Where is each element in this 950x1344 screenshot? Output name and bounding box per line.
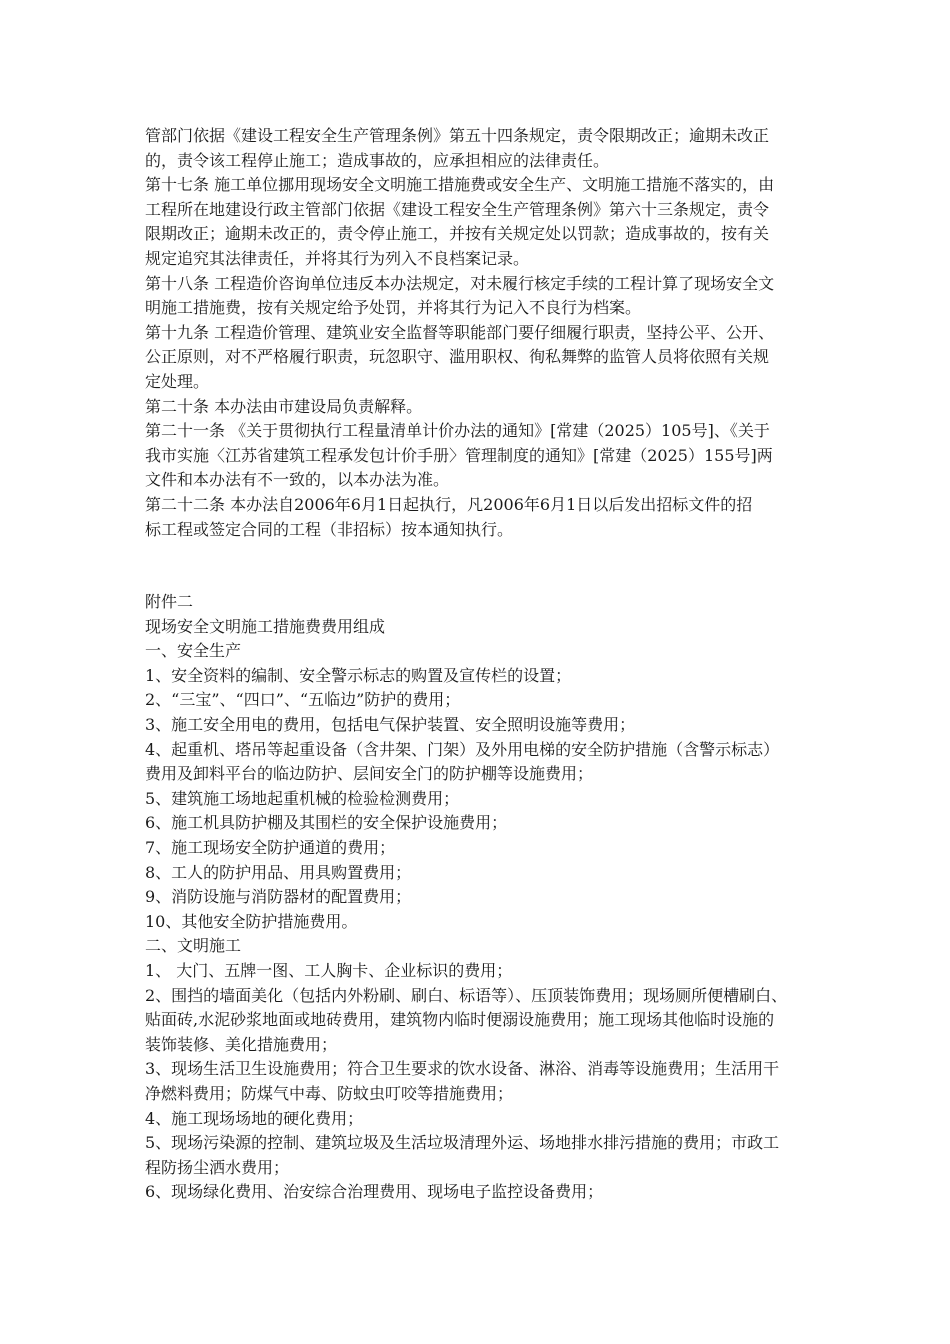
article-text-line: 工程所在地建设行政主管部门依据《建设工程安全生产管理条例》第六十三条规定，责令 [145, 199, 770, 219]
article-text-line: 限期改正；逾期未改正的，责令停止施工，并按有关规定处以罚款；造成事故的，按有关 [145, 224, 770, 244]
annex-text-line: 6、现场绿化费用、治安综合治理费用、现场电子监控设备费用； [145, 1182, 604, 1202]
article-text-line: 第二十二条 本办法自2006年6月1日起执行，凡2006年6月1日以后发出招标文件的招 [145, 494, 753, 514]
annex-text-line: 贴面砖,水泥砂浆地面或地砖费用，建筑物内临时便溺设施费用；施工现场其他临时设施的 [145, 1010, 775, 1030]
article-text-line: 第二十一条 《关于贯彻执行工程量清单计价办法的通知》[常建（2025）105号]、《关于 [145, 421, 770, 441]
article-text-line: 公正原则，对不严格履行职责，玩忽职守、滥用职权、徇私舞弊的监管人员将依照有关规 [145, 347, 770, 367]
article-text-line: 标工程或签定合同的工程（非招标）按本通知执行。 [145, 519, 514, 539]
annex-text-line: 现场安全文明施工措施费费用组成 [145, 616, 386, 636]
annex-text-line: 2、“三宝”、“四口”、“五临边”防护的费用； [145, 690, 461, 710]
annex-text-line: 6、施工机具防护棚及其围栏的安全保护设施费用； [145, 813, 508, 833]
annex-text-line: 装饰装修、美化措施费用； [145, 1034, 338, 1054]
annex-text-line: 8、工人的防护用品、用具购置费用； [145, 862, 412, 882]
annex-text-line: 4、起重机、塔吊等起重设备（含井架、门架）及外用电梯的安全防护措施（含警示标志） [145, 739, 780, 759]
annex-text-line: 5、建筑施工场地起重机械的检验检测费用； [145, 788, 460, 808]
article-text-line: 明施工措施费，按有关规定给予处罚，并将其行为记入不良行为档案。 [145, 298, 642, 318]
article-text-line: 第二十条 本办法由市建设局负责解释。 [145, 396, 423, 416]
annex-text-line: 一、安全生产 [145, 641, 242, 661]
annex-text-line: 1、安全资料的编制、安全警示标志的购置及宣传栏的设置； [145, 665, 572, 685]
article-text-line: 文件和本办法有不一致的，以本办法为准。 [145, 470, 450, 490]
annex-text-line: 9、消防设施与消防器材的配置费用； [145, 887, 412, 907]
annex-section [145, 590, 825, 1205]
annex-text-line: 4、施工现场场地的硬化费用； [145, 1108, 364, 1128]
annex-text-line: 二、文明施工 [145, 936, 242, 956]
annex-text-line: 2、围挡的墙面美化（包括内外粉刷、刷白、标语等）、压顶装饰费用；现场厕所便槽刷白、 [145, 985, 788, 1005]
annex-text-line: 7、施工现场安全防护通道的费用； [145, 838, 396, 858]
articles-section [145, 124, 825, 542]
annex-text-line: 附件二 [145, 592, 194, 612]
annex-text-line: 净燃料费用；防煤气中毒、防蚊虫叮咬等措施费用； [145, 1083, 514, 1103]
article-text-line: 第十九条 工程造价管理、建筑业安全监督等职能部门要仔细履行职责，坚持公平、公开、 [145, 322, 775, 342]
annex-text-line: 3、现场生活卫生设施费用；符合卫生要求的饮水设备、淋浴、消毒等设施费用；生活用干 [145, 1059, 780, 1079]
annex-text-line: 10、其他安全防护措施费用。 [145, 911, 358, 931]
annex-text-line: 3、施工安全用电的费用，包括电气保护装置、安全照明设施等费用； [145, 715, 636, 735]
article-text-line: 规定追究其法律责任，并将其行为列入不良档案记录。 [145, 248, 530, 268]
annex-text-line: 1、 大门、五牌一图、工人胸卡、企业标识的费用； [145, 961, 513, 980]
annex-text-line: 费用及卸料平台的临边防护、层间安全门的防护棚等设施费用； [145, 764, 594, 784]
section-gap [145, 542, 825, 590]
annex-text-line: 程防扬尘洒水费用； [145, 1157, 290, 1177]
document-body [145, 124, 825, 1205]
article-text-line: 管部门依据《建设工程安全生产管理条例》第五十四条规定，责令限期改正；逾期未改正 [145, 126, 770, 145]
article-text-line: 第十七条 施工单位挪用现场安全文明施工措施费或安全生产、文明施工措施不落实的，由 [145, 175, 775, 195]
annex-text-line: 5、现场污染源的控制、建筑垃圾及生活垃圾清理外运、场地排水排污措施的费用；市政工 [145, 1133, 780, 1153]
article-text-line: 第十八条 工程造价咨询单位违反本办法规定，对未履行核定手续的工程计算了现场安全文 [145, 273, 775, 293]
article-text-line: 的，责令该工程停止施工；造成事故的，应承担相应的法律责任。 [145, 150, 610, 170]
article-text-line: 定处理。 [145, 371, 210, 391]
article-text-line: 我市实施〈江苏省建筑工程承发包计价手册〉管理制度的通知》[常建（2025）155号]两 [145, 445, 773, 465]
